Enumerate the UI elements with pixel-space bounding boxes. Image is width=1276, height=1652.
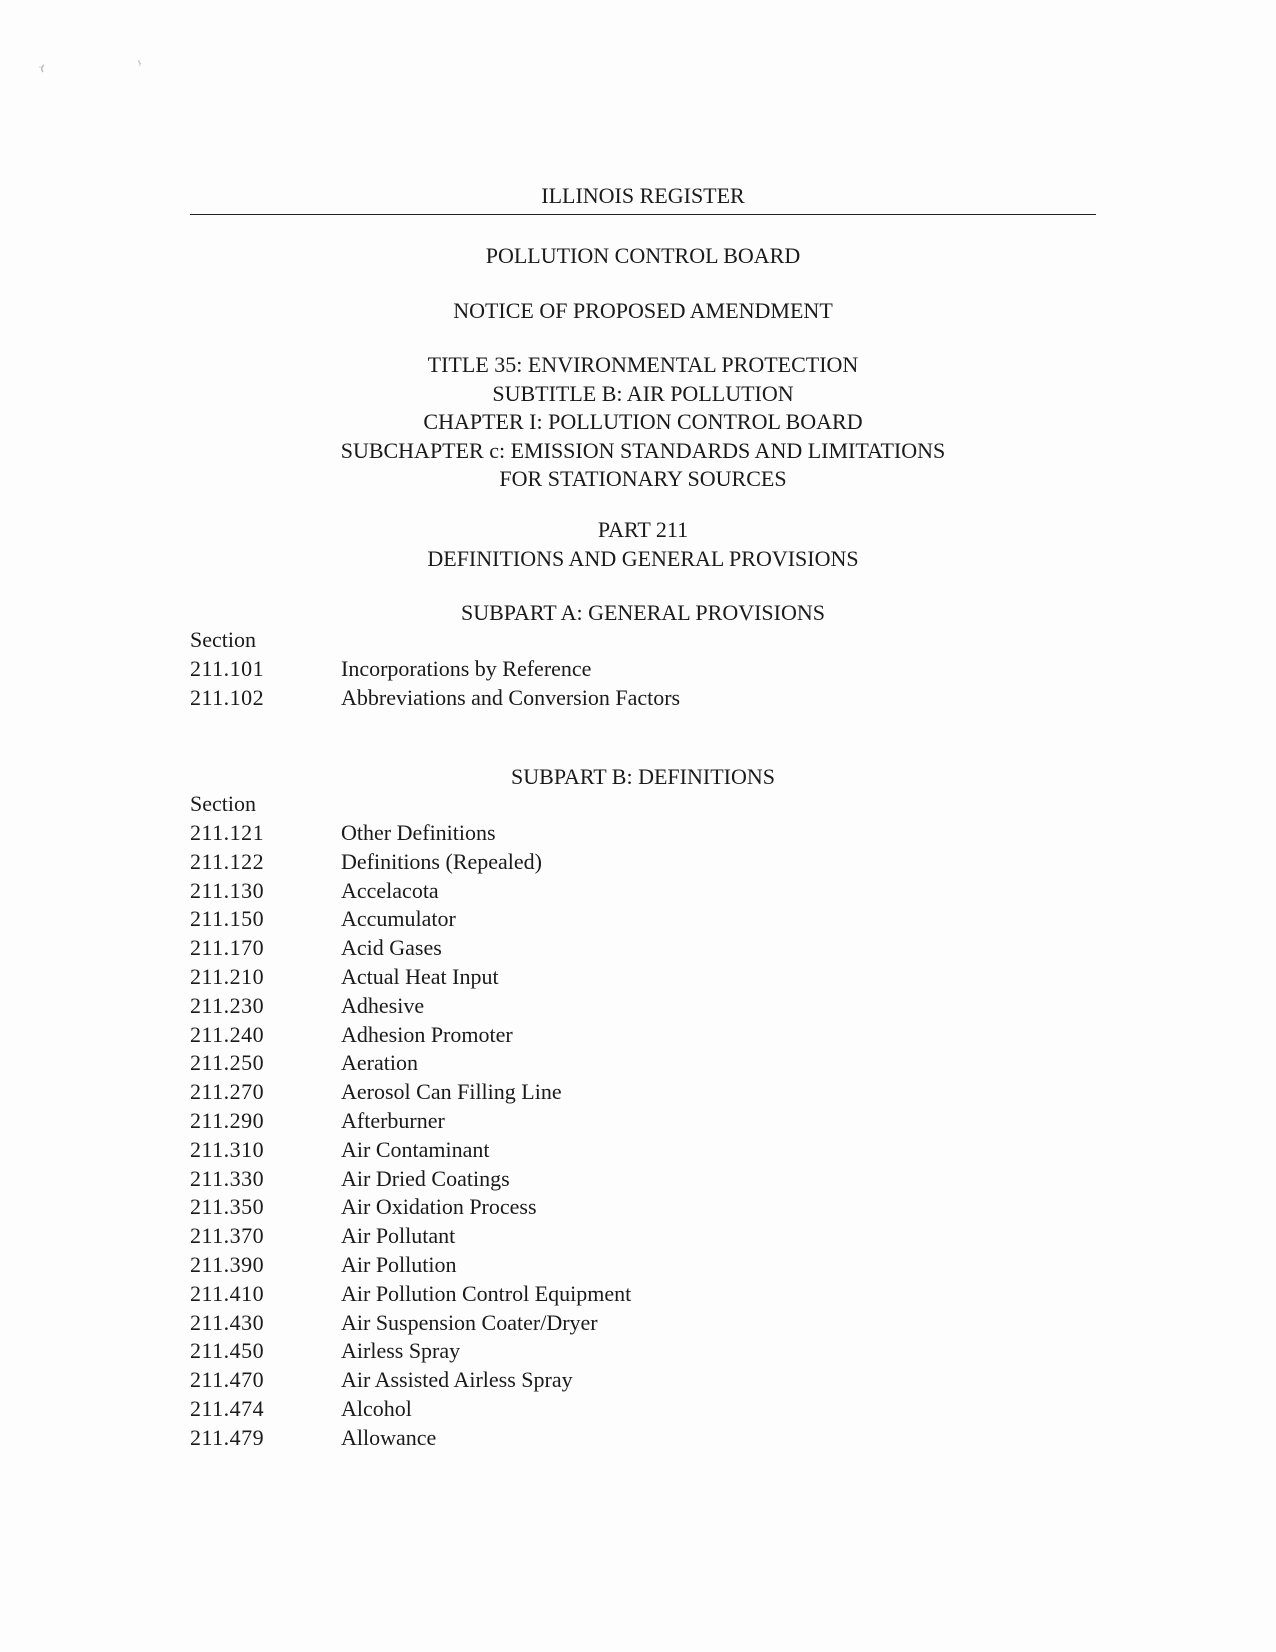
section-title: Airless Spray [341, 1338, 461, 1364]
subchapter-line-1: SUBCHAPTER c: EMISSION STANDARDS AND LIMITATIONS [340, 437, 946, 463]
section-title: Air Dried Coatings [341, 1165, 510, 1191]
register-header: ILLINOIS REGISTER [541, 183, 745, 208]
section-number: 211.479 [190, 1424, 265, 1450]
section-row [190, 1222, 990, 1251]
section-row [190, 848, 990, 877]
title-heading [190, 351, 1096, 494]
section-title: Afterburner [341, 1107, 445, 1133]
section-number: 211.121 [190, 820, 265, 845]
section-title: Incorporations by Reference [341, 656, 592, 681]
section-row [190, 1107, 990, 1136]
section-row [190, 992, 990, 1021]
subpart-a-heading: SUBPART A: GENERAL PROVISIONS [461, 600, 825, 625]
section-row [190, 1193, 990, 1222]
header-rule [190, 214, 1096, 215]
section-title: Aeration [341, 1050, 418, 1076]
section-number: 211.150 [190, 906, 265, 932]
subpart-a-section-label: Section [190, 627, 256, 652]
section-row [190, 1049, 990, 1078]
section-title: Air Pollutant [341, 1223, 456, 1249]
section-number: 211.450 [190, 1338, 265, 1364]
section-row [190, 819, 990, 848]
section-number: 211.430 [190, 1309, 265, 1335]
section-number: 211.122 [190, 848, 265, 874]
section-number: 211.310 [190, 1136, 265, 1162]
chapter-line: CHAPTER I: POLLUTION CONTROL BOARD [423, 409, 863, 434]
section-number: 211.470 [190, 1367, 265, 1393]
subpart-a-section-list [190, 655, 990, 713]
section-row [190, 1424, 990, 1453]
section-row [190, 963, 990, 992]
notice-title: NOTICE OF PROPOSED AMENDMENT [453, 298, 833, 323]
subpart-b-section-list [190, 819, 990, 1453]
section-title: Air Pollution [341, 1251, 457, 1277]
section-number: 211.101 [190, 656, 265, 681]
section-title: Aerosol Can Filling Line [341, 1079, 562, 1105]
section-number: 211.474 [190, 1395, 265, 1421]
section-title: Adhesive [341, 992, 425, 1018]
section-number: 211.290 [190, 1107, 265, 1133]
section-row [190, 684, 990, 713]
section-title: Air Oxidation Process [341, 1194, 537, 1220]
part-heading [190, 516, 1096, 573]
subchapter-line-2: FOR STATIONARY SOURCES [499, 466, 787, 491]
section-row [190, 1366, 990, 1395]
section-title: Abbreviations and Conversion Factors [341, 684, 681, 710]
scan-specks [30, 55, 170, 85]
section-title: Air Suspension Coater/Dryer [341, 1309, 598, 1335]
section-number: 211.390 [190, 1251, 265, 1277]
title-line: TITLE 35: ENVIRONMENTAL PROTECTION [427, 352, 859, 377]
section-row [190, 655, 990, 684]
section-title: Alcohol [341, 1395, 412, 1421]
section-number: 211.230 [190, 992, 265, 1018]
section-number: 211.410 [190, 1280, 265, 1306]
section-number: 211.270 [190, 1079, 265, 1105]
section-row [190, 1280, 990, 1309]
section-number: 211.240 [190, 1021, 265, 1047]
section-title: Air Contaminant [341, 1136, 490, 1162]
section-title: Accelacota [341, 877, 439, 903]
section-title: Definitions (Repealed) [341, 848, 542, 874]
section-number: 211.130 [190, 877, 265, 903]
section-number: 211.250 [190, 1050, 265, 1076]
subtitle-line: SUBTITLE B: AIR POLLUTION [492, 380, 794, 406]
section-title: Acid Gases [341, 935, 442, 961]
section-row [190, 1337, 990, 1366]
section-number: 211.210 [190, 963, 265, 989]
section-row [190, 1309, 990, 1338]
section-row [190, 1136, 990, 1165]
section-title: Allowance [341, 1424, 437, 1450]
section-row [190, 1251, 990, 1280]
subpart-b-heading: SUBPART B: DEFINITIONS [511, 764, 775, 789]
section-number: 211.330 [190, 1165, 265, 1191]
section-number: 211.370 [190, 1223, 265, 1249]
section-row [190, 934, 990, 963]
subpart-b-section-label: Section [190, 791, 256, 816]
section-number: 211.170 [190, 935, 265, 961]
section-title: Air Assisted Airless Spray [341, 1367, 573, 1393]
section-title: Accumulator [341, 906, 456, 932]
section-number: 211.102 [190, 684, 265, 710]
section-row [190, 877, 990, 906]
section-title: Adhesion Promoter [341, 1021, 513, 1047]
part-number: PART 211 [597, 517, 689, 542]
section-number: 211.350 [190, 1194, 265, 1220]
agency-name: POLLUTION CONTROL BOARD [485, 243, 801, 268]
section-title: Actual Heat Input [341, 963, 499, 989]
section-title: Other Definitions [341, 820, 496, 845]
section-row [190, 1395, 990, 1424]
section-title: Air Pollution Control Equipment [341, 1280, 632, 1306]
part-name: DEFINITIONS AND GENERAL PROVISIONS [427, 545, 859, 571]
section-row [190, 905, 990, 934]
section-row [190, 1078, 990, 1107]
section-row [190, 1021, 990, 1050]
section-row [190, 1165, 990, 1194]
